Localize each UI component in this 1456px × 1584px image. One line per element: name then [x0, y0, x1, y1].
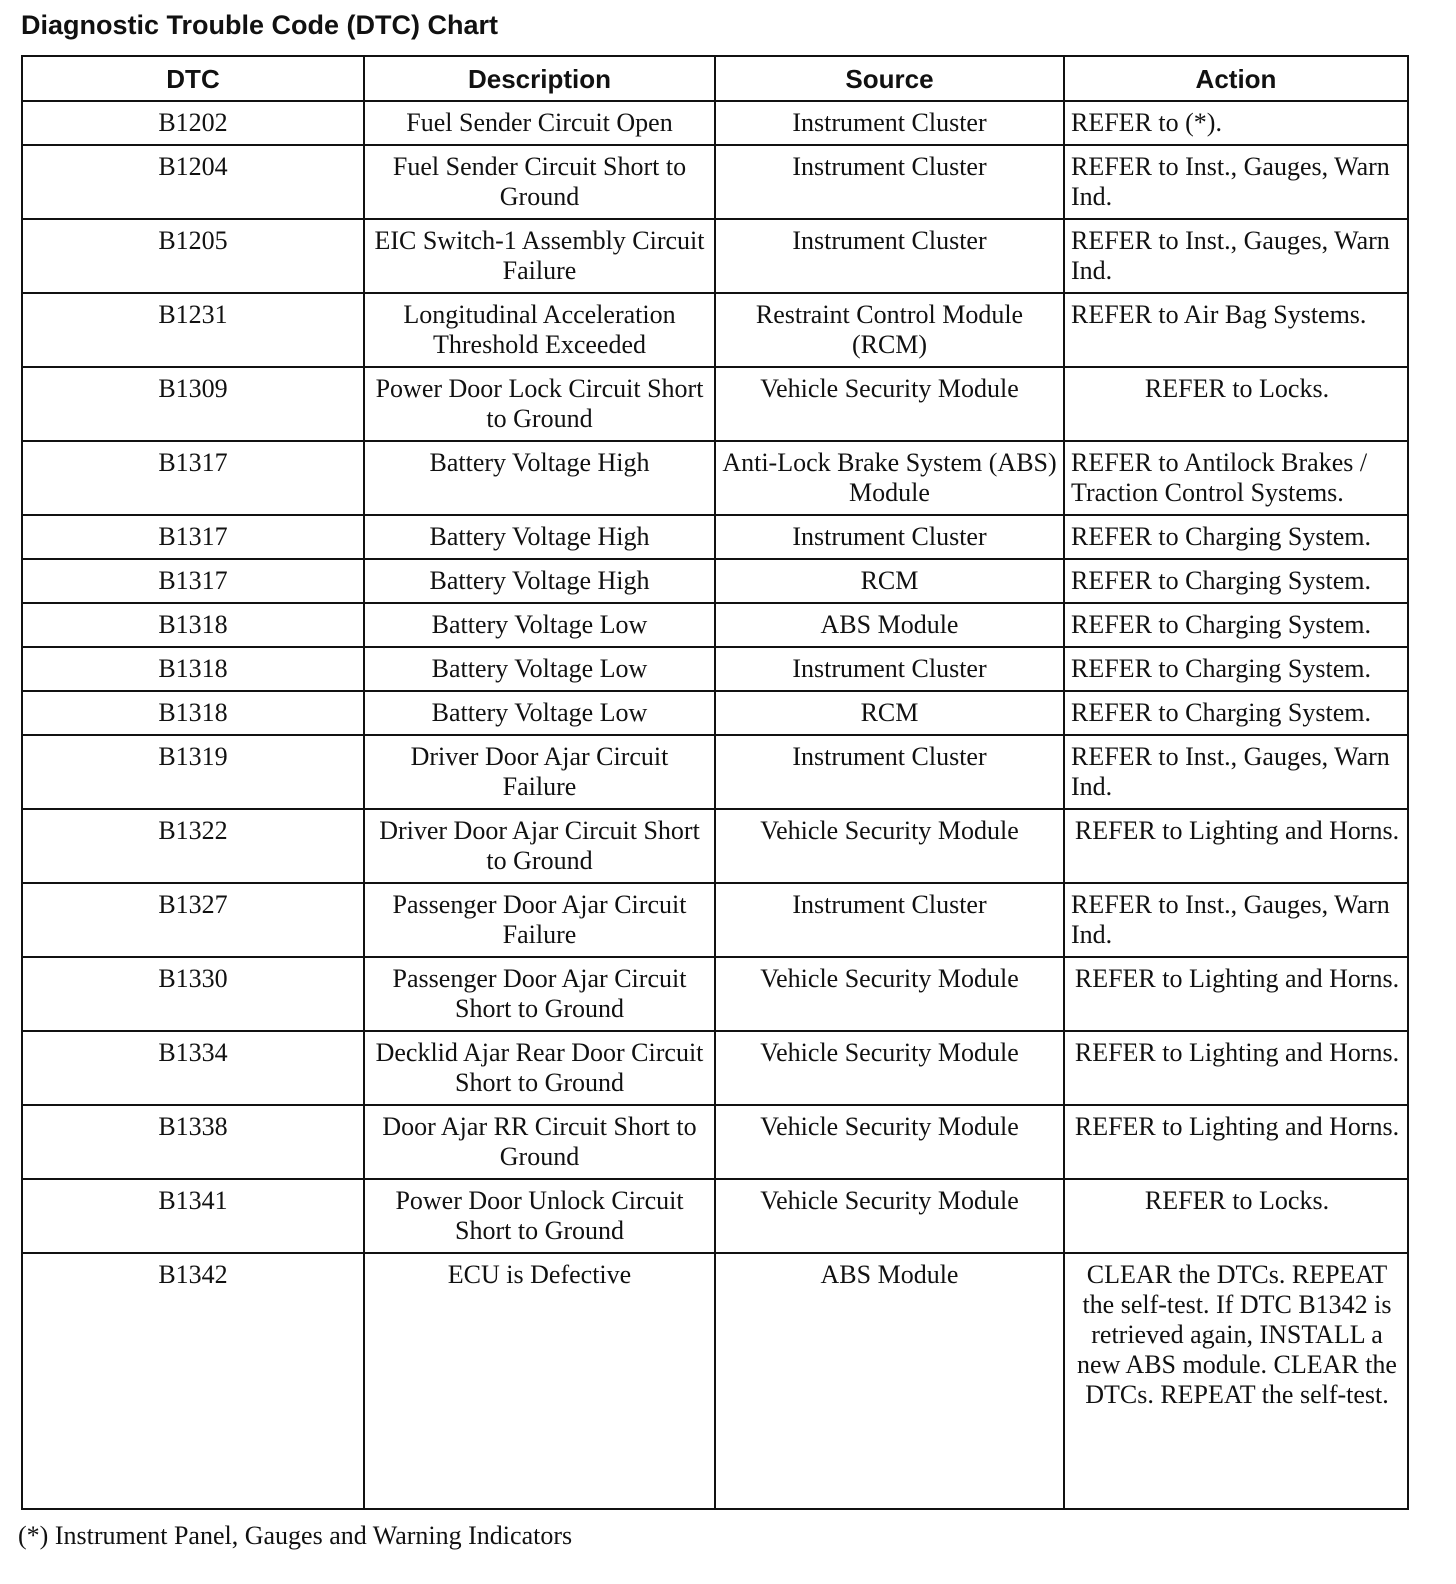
table-row [22, 603, 1408, 647]
source-cell: RCM [715, 691, 1064, 735]
source-cell: ABS Module [715, 1253, 1064, 1509]
source-cell: Vehicle Security Module [715, 367, 1064, 441]
dtc-cell: B1338 [22, 1105, 364, 1179]
source-cell: Vehicle Security Module [715, 809, 1064, 883]
table-row [22, 1253, 1408, 1509]
page-title: Diagnostic Trouble Code (DTC) Chart [21, 10, 499, 40]
table-row [22, 1105, 1408, 1179]
action-cell: REFER to Inst., Gauges, Warn Ind. [1064, 735, 1408, 809]
table-row [22, 145, 1408, 219]
table-header-row [22, 56, 1408, 101]
action-cell: REFER to Air Bag Systems. [1064, 293, 1408, 367]
dtc-cell: B1327 [22, 883, 364, 957]
action-cell: REFER to Charging System. [1064, 603, 1408, 647]
table-row [22, 735, 1408, 809]
source-cell: Vehicle Security Module [715, 1179, 1064, 1253]
dtc-cell: B1317 [22, 515, 364, 559]
action-cell: REFER to Lighting and Horns. [1064, 1105, 1408, 1179]
footnote: (*) Instrument Panel, Gauges and Warning Indicators [18, 1521, 573, 1550]
source-cell: Instrument Cluster [715, 101, 1064, 145]
table-row [22, 809, 1408, 883]
dtc-cell: B1318 [22, 691, 364, 735]
description-cell: Longitudinal Acceleration Threshold Exceeded [364, 293, 715, 367]
action-cell: REFER to Inst., Gauges, Warn Ind. [1064, 145, 1408, 219]
source-cell: Instrument Cluster [715, 735, 1064, 809]
dtc-cell: B1342 [22, 1253, 364, 1509]
dtc-cell: B1231 [22, 293, 364, 367]
description-cell: Fuel Sender Circuit Open [364, 101, 715, 145]
description-cell: ECU is Defective [364, 1253, 715, 1509]
action-cell: REFER to (*). [1064, 101, 1408, 145]
source-cell: ABS Module [715, 603, 1064, 647]
action-cell: REFER to Lighting and Horns. [1064, 809, 1408, 883]
source-cell: Instrument Cluster [715, 647, 1064, 691]
action-cell: REFER to Charging System. [1064, 515, 1408, 559]
description-cell: Power Door Unlock Circuit Short to Ground [364, 1179, 715, 1253]
dtc-table [21, 55, 1409, 1510]
description-cell: Battery Voltage Low [364, 603, 715, 647]
action-cell: REFER to Antilock Brakes / Traction Control Systems. [1064, 441, 1408, 515]
source-cell: Instrument Cluster [715, 219, 1064, 293]
description-cell: Door Ajar RR Circuit Short to Ground [364, 1105, 715, 1179]
dtc-cell: B1202 [22, 101, 364, 145]
description-cell: Power Door Lock Circuit Short to Ground [364, 367, 715, 441]
action-cell: REFER to Lighting and Horns. [1064, 957, 1408, 1031]
description-cell: Passenger Door Ajar Circuit Short to Ground [364, 957, 715, 1031]
table-row [22, 1179, 1408, 1253]
dtc-cell: B1204 [22, 145, 364, 219]
description-cell: Driver Door Ajar Circuit Short to Ground [364, 809, 715, 883]
source-cell: Anti-Lock Brake System (ABS) Module [715, 441, 1064, 515]
description-cell: Passenger Door Ajar Circuit Failure [364, 883, 715, 957]
table-row [22, 647, 1408, 691]
table-row [22, 691, 1408, 735]
table-row [22, 515, 1408, 559]
source-cell: Instrument Cluster [715, 145, 1064, 219]
column-header-source: Source [715, 56, 1064, 101]
description-cell: Battery Voltage Low [364, 691, 715, 735]
action-cell: REFER to Charging System. [1064, 647, 1408, 691]
table-row [22, 219, 1408, 293]
source-cell: Vehicle Security Module [715, 957, 1064, 1031]
description-cell: Battery Voltage Low [364, 647, 715, 691]
table-row [22, 883, 1408, 957]
source-cell: Instrument Cluster [715, 883, 1064, 957]
table-row [22, 293, 1408, 367]
table-row [22, 1031, 1408, 1105]
dtc-cell: B1318 [22, 603, 364, 647]
dtc-cell: B1330 [22, 957, 364, 1031]
column-header-description: Description [364, 56, 715, 101]
dtc-cell: B1317 [22, 441, 364, 515]
column-header-action: Action [1064, 56, 1408, 101]
dtc-cell: B1322 [22, 809, 364, 883]
action-cell: REFER to Locks. [1064, 367, 1408, 441]
dtc-cell: B1341 [22, 1179, 364, 1253]
action-cell: REFER to Inst., Gauges, Warn Ind. [1064, 219, 1408, 293]
column-header-dtc: DTC [22, 56, 364, 101]
description-cell: EIC Switch-1 Assembly Circuit Failure [364, 219, 715, 293]
description-cell: Fuel Sender Circuit Short to Ground [364, 145, 715, 219]
source-cell: Instrument Cluster [715, 515, 1064, 559]
description-cell: Driver Door Ajar Circuit Failure [364, 735, 715, 809]
action-cell: REFER to Lighting and Horns. [1064, 1031, 1408, 1105]
description-cell: Battery Voltage High [364, 515, 715, 559]
source-cell: Vehicle Security Module [715, 1105, 1064, 1179]
dtc-cell: B1309 [22, 367, 364, 441]
action-cell: REFER to Inst., Gauges, Warn Ind. [1064, 883, 1408, 957]
description-cell: Battery Voltage High [364, 441, 715, 515]
description-cell: Decklid Ajar Rear Door Circuit Short to Ground [364, 1031, 715, 1105]
dtc-cell: B1317 [22, 559, 364, 603]
source-cell: Restraint Control Module (RCM) [715, 293, 1064, 367]
description-cell: Battery Voltage High [364, 559, 715, 603]
action-cell: REFER to Charging System. [1064, 559, 1408, 603]
table-row [22, 101, 1408, 145]
table-row [22, 559, 1408, 603]
action-cell: REFER to Charging System. [1064, 691, 1408, 735]
dtc-cell: B1318 [22, 647, 364, 691]
source-cell: RCM [715, 559, 1064, 603]
source-cell: Vehicle Security Module [715, 1031, 1064, 1105]
dtc-cell: B1205 [22, 219, 364, 293]
action-cell: CLEAR the DTCs. REPEAT the self-test. If DTC B1342 is retrieved again, INSTALL a new ABS module. CLEAR the DTCs. REPEAT the self-test. [1064, 1253, 1408, 1509]
dtc-cell: B1334 [22, 1031, 364, 1105]
table-row [22, 441, 1408, 515]
table-row [22, 957, 1408, 1031]
dtc-cell: B1319 [22, 735, 364, 809]
table-row [22, 367, 1408, 441]
action-cell: REFER to Locks. [1064, 1179, 1408, 1253]
